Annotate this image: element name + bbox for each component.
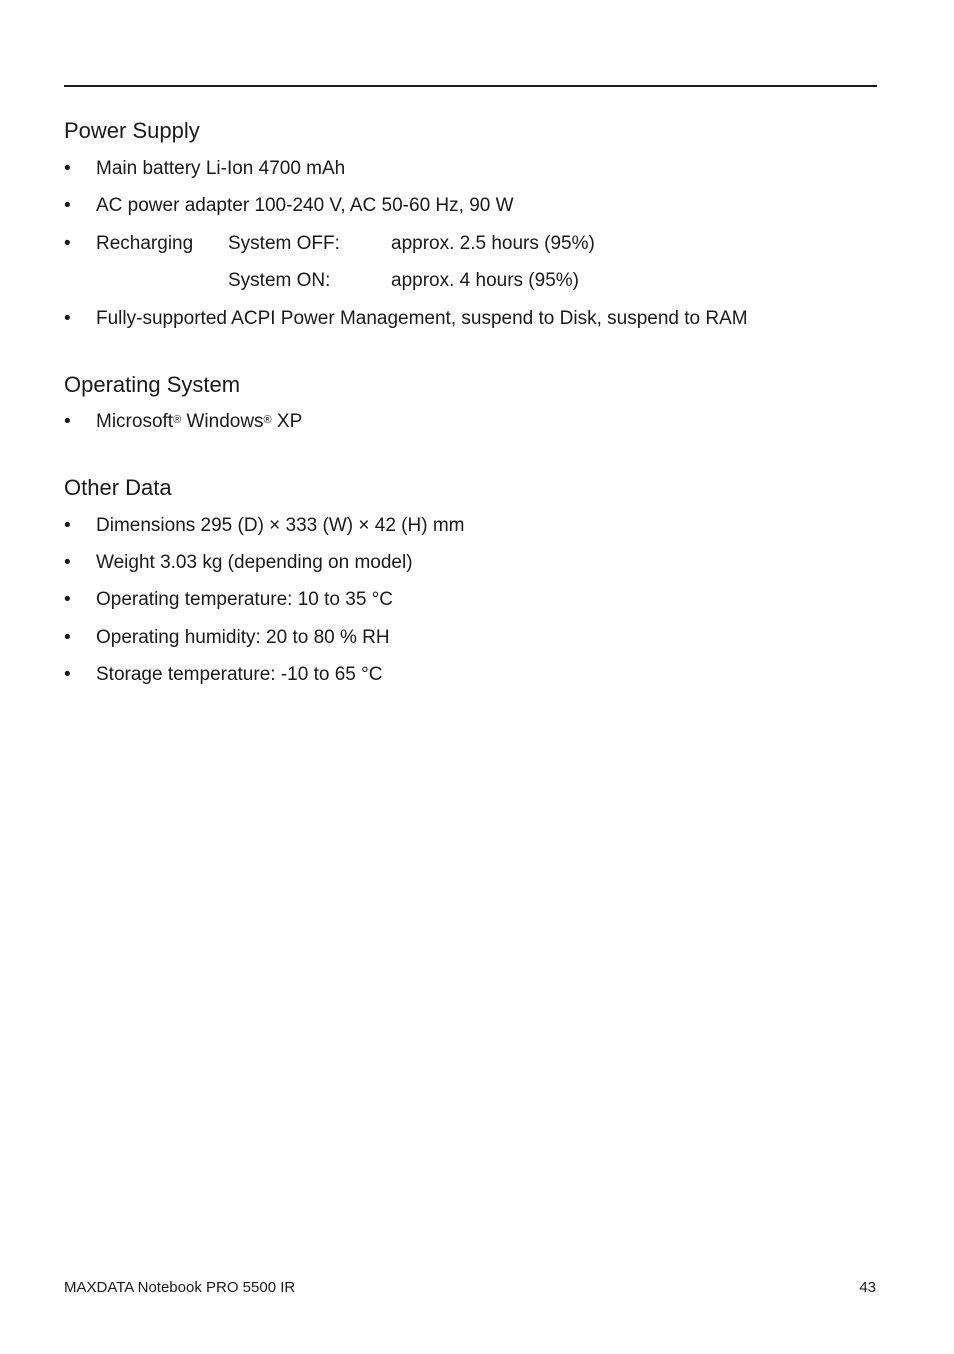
recharging-label: Recharging — [96, 233, 194, 254]
recharging-value-on: approx. 4 hours (95%) — [391, 270, 579, 291]
os-xp: XP — [271, 411, 303, 432]
bullet: • — [64, 233, 71, 254]
bullet: • — [64, 195, 71, 216]
bullet: • — [64, 664, 71, 685]
list-item-text: Storage temperature: -10 to 65 °C — [96, 664, 383, 685]
section-title-other-data: Other Data — [64, 475, 172, 500]
list-item-text: Weight 3.03 kg (depending on model) — [96, 552, 413, 573]
list-item-text: Main battery Li-Ion 4700 mAh — [96, 158, 346, 179]
recharging-state-on: System ON: — [228, 270, 331, 291]
registered-mark: ® — [173, 414, 182, 426]
section-title-operating-system: Operating System — [64, 372, 241, 397]
bullet: • — [64, 589, 71, 610]
recharging-state-off: System OFF: — [228, 233, 340, 254]
bullet: • — [64, 411, 71, 432]
list-item-text: Dimensions 295 (D) × 333 (W) × 42 (H) mm — [96, 515, 465, 536]
list-item-text: Operating temperature: 10 to 35 °C — [96, 589, 393, 610]
list-item-text: Operating humidity: 20 to 80 % RH — [96, 627, 390, 648]
os-microsoft: Microsoft — [96, 411, 174, 432]
os-windows: Windows — [181, 411, 264, 432]
list-item-text: AC power adapter 100-240 V, AC 50-60 Hz, 90 W — [96, 195, 514, 216]
os-item-text — [96, 410, 302, 434]
footer-page-number: 43 — [859, 1279, 876, 1296]
bullet: • — [64, 552, 71, 573]
section-title-power-supply: Power Supply — [64, 118, 200, 143]
bullet: • — [64, 158, 71, 179]
footer-product-name: MAXDATA Notebook PRO 5500 IR — [64, 1279, 296, 1296]
bullet: • — [64, 308, 71, 329]
bullet: • — [64, 515, 71, 536]
list-item-text: Fully-supported ACPI Power Management, suspend to Disk, suspend to RAM — [96, 308, 748, 329]
registered-mark: ® — [263, 414, 272, 426]
recharging-value-off: approx. 2.5 hours (95%) — [391, 233, 595, 254]
bullet: • — [64, 627, 71, 648]
top-rule — [64, 85, 877, 87]
